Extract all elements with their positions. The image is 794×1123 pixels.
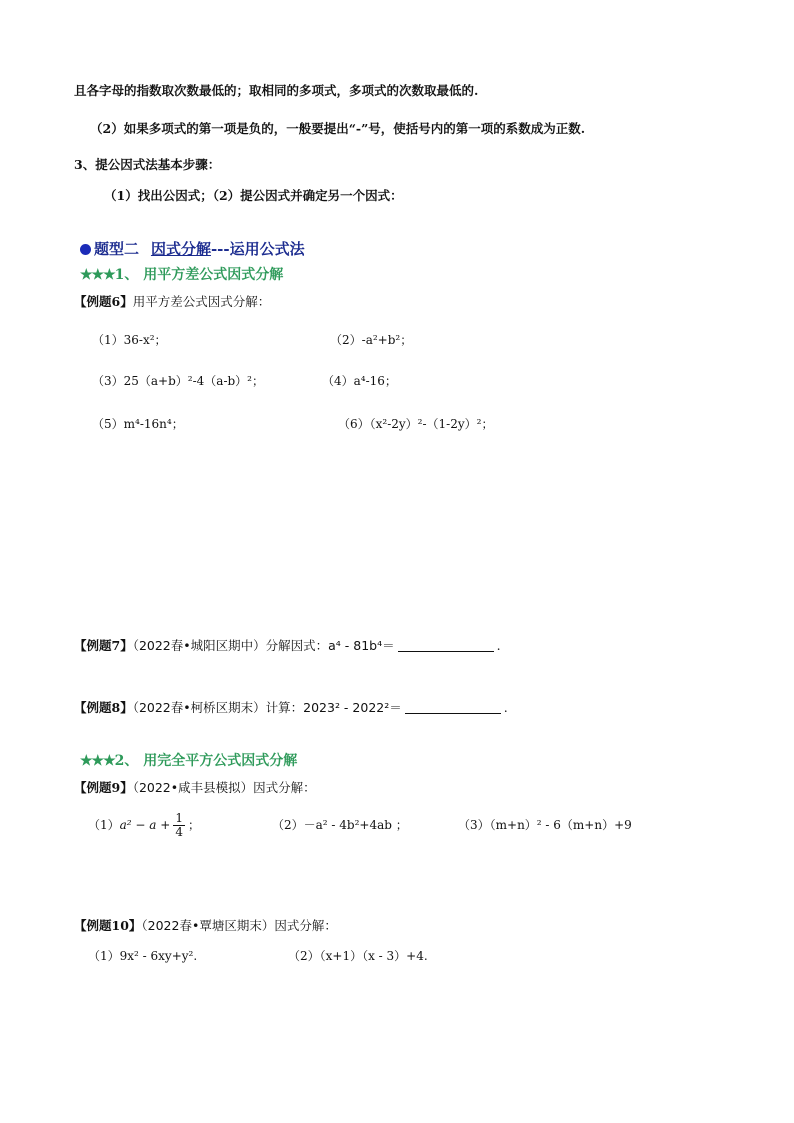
example-10-label: 【例题10】 bbox=[74, 918, 142, 933]
example-7-text: （2022春•城阳区期中）分解因式：a⁴ - 81b⁴＝ bbox=[132, 638, 395, 653]
example-6-label: 【例题6】 bbox=[74, 294, 133, 309]
example-8-text: （2022春•柯桥区期末）计算：2023² - 2022²＝ bbox=[132, 700, 402, 715]
example-6-item-3: （3）25（a+b）²-4（a-b）²； bbox=[92, 374, 264, 388]
example-6-prompt bbox=[74, 294, 270, 310]
example-8-label: 【例题8】 bbox=[74, 700, 133, 715]
fraction-numerator: 1 bbox=[175, 811, 183, 825]
example-10-item-1: （1）9x² - 6xy+y². bbox=[88, 949, 198, 963]
example-7-end: . bbox=[496, 638, 501, 653]
example-10-text: （2022春•覃塘区期末）因式分解： bbox=[141, 918, 337, 933]
subheading-1 bbox=[80, 266, 283, 284]
answer-blank[interactable] bbox=[398, 639, 494, 652]
example-9-text: （2022•咸丰县模拟）因式分解： bbox=[132, 780, 316, 795]
example-6-item-2: （2）-a²+b²； bbox=[330, 333, 413, 347]
subheading-2 bbox=[80, 752, 297, 770]
steps-body: （1）找出公因式；（2）提公因式并确定另一个因式： bbox=[104, 188, 403, 203]
example-9-item-1-end: ； bbox=[187, 818, 200, 832]
note-line-2: （2）如果多项式的第一项是负的，一般要提出“-”号，使括号内的第一项的系数成为正数. bbox=[90, 121, 586, 136]
fraction-denominator: 4 bbox=[175, 825, 183, 839]
example-6-text: 用平方差公式因式分解： bbox=[132, 294, 271, 309]
example-9-item-2: （2）－a² - 4b²+4ab ； bbox=[272, 818, 408, 832]
three-stars-icon: ★★★ bbox=[80, 267, 115, 283]
section-heading-c: ---运用公式法 bbox=[210, 240, 305, 258]
example-9-item-1 bbox=[88, 808, 200, 842]
example-6-item-4: （4）a⁴-16； bbox=[322, 374, 397, 388]
fraction bbox=[173, 812, 185, 839]
example-9-item-3: （3）（m+n）² - 6（m+n）+9 bbox=[458, 818, 632, 832]
example-7-label: 【例题7】 bbox=[74, 638, 133, 653]
example-10-prompt bbox=[74, 918, 337, 934]
subheading-2-title: 2、 用完全平方公式因式分解 bbox=[114, 753, 298, 769]
example-10-item-2: （2）（x+1）（x - 3）+4. bbox=[288, 949, 428, 963]
note-line-1: 且各字母的指数取次数最低的；取相同的多项式，多项式的次数取最低的. bbox=[74, 83, 479, 98]
section-heading bbox=[80, 240, 305, 259]
example-9-label: 【例题9】 bbox=[74, 780, 133, 795]
three-stars-icon: ★★★ bbox=[80, 753, 115, 769]
steps-title: 3、提公因式法基本步骤： bbox=[74, 157, 221, 172]
example-8-end: . bbox=[503, 700, 508, 715]
subheading-1-title: 1、 用平方差公式因式分解 bbox=[114, 267, 284, 283]
section-heading-a: 题型二 bbox=[94, 240, 140, 258]
example-7 bbox=[74, 638, 501, 654]
example-9-prompt bbox=[74, 780, 316, 796]
example-9-item-1-prefix: （1） bbox=[88, 818, 120, 832]
example-8 bbox=[74, 700, 508, 716]
example-9-item-1-expr: a² − a + bbox=[119, 818, 171, 832]
bullet-icon bbox=[80, 244, 91, 255]
answer-blank[interactable] bbox=[405, 701, 501, 714]
example-6-item-1: （1）36-x²； bbox=[92, 333, 167, 347]
example-6-item-5: （5）m⁴-16n⁴； bbox=[92, 417, 184, 431]
section-heading-b: 因式分解 bbox=[150, 240, 211, 258]
example-6-item-6: （6）（x²-2y）²-（1-2y）²； bbox=[338, 417, 494, 431]
